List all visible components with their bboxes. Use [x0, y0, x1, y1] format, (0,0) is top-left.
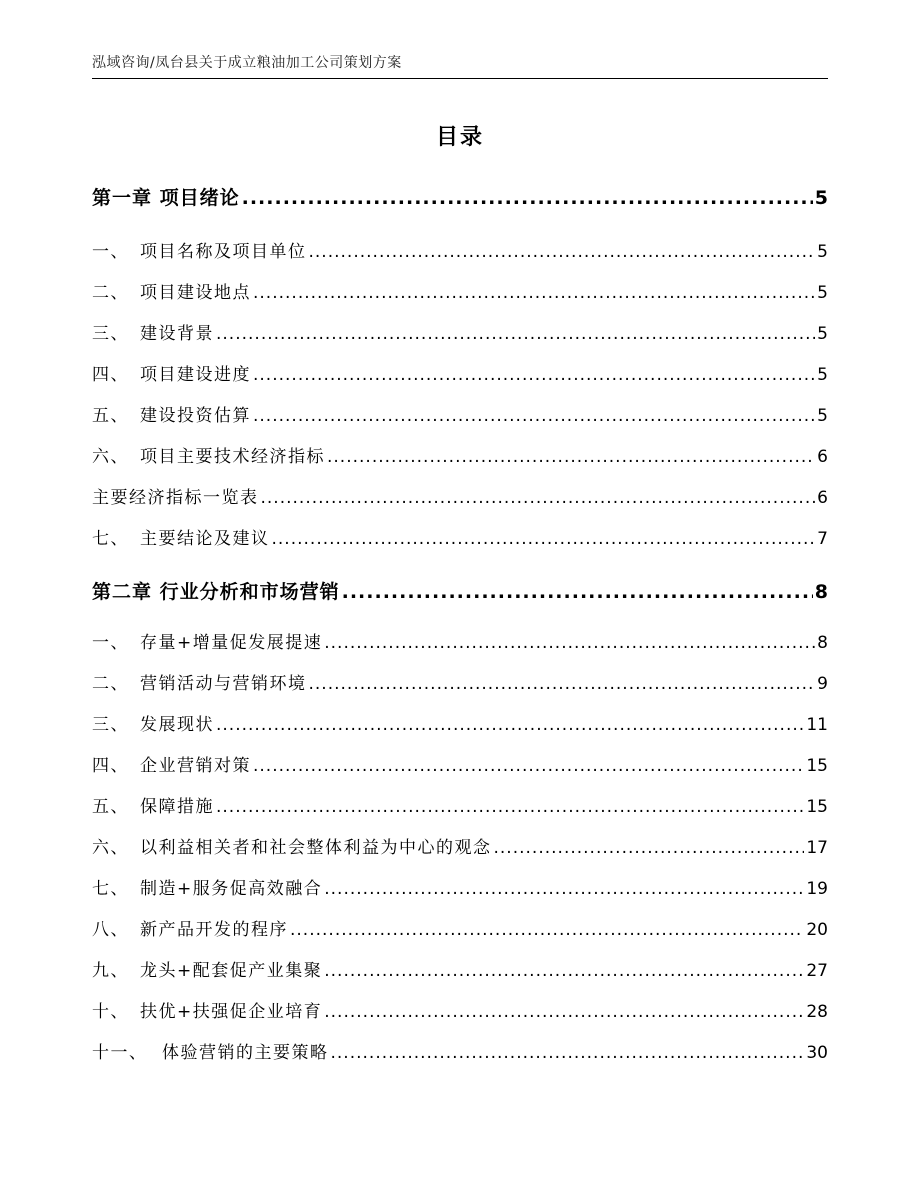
- toc-page-number: 17: [806, 838, 828, 858]
- toc-entry-text: 项目建设进度: [140, 365, 251, 385]
- toc-entry-number: 四、: [92, 365, 129, 385]
- toc-dot-leader: [324, 633, 815, 653]
- toc-page-number: 27: [806, 961, 828, 981]
- toc-entry-text: 体验营销的主要策略: [162, 1043, 329, 1063]
- toc-entry-number: 五、: [92, 406, 129, 426]
- toc-dot-leader: [290, 920, 804, 940]
- toc-entry-label: [92, 237, 307, 262]
- toc-dot-leader: [494, 838, 805, 858]
- toc-entry-label: [92, 874, 322, 899]
- toc-entry-label: [92, 360, 251, 385]
- toc-section-entry[interactable]: [92, 442, 828, 467]
- toc-section-entry[interactable]: [92, 237, 828, 262]
- toc-entry-text: 保障措施: [140, 797, 214, 817]
- toc-section-entry[interactable]: [92, 669, 828, 694]
- toc-entry-text: 扶优+扶强促企业培育: [140, 1002, 323, 1022]
- toc-entry-text: 新产品开发的程序: [140, 920, 288, 940]
- toc-dot-leader: [342, 581, 813, 603]
- toc-section-entry[interactable]: [92, 483, 828, 508]
- toc-page-number: 5: [817, 365, 828, 385]
- toc-entry-label: [92, 577, 340, 604]
- toc-page-number: 15: [806, 756, 828, 776]
- toc-entry-number: 五、: [92, 797, 129, 817]
- toc-dot-leader: [324, 879, 804, 899]
- toc-entry-label: [92, 1038, 329, 1063]
- toc-entry-label: [92, 833, 492, 858]
- toc-dot-leader: [331, 1043, 805, 1063]
- toc-page-number: 8: [817, 633, 828, 653]
- toc-entry-label: [92, 524, 270, 549]
- toc-entry-text: 项目主要技术经济指标: [140, 447, 325, 467]
- toc-entry-label: [92, 997, 322, 1022]
- toc-section-entry[interactable]: [92, 319, 828, 344]
- toc-page-number: 5: [817, 242, 828, 262]
- toc-entry-number: 一、: [92, 242, 129, 262]
- toc-section-entry[interactable]: [92, 360, 828, 385]
- toc-entry-text: 以利益相关者和社会整体利益为中心的观念: [140, 838, 492, 858]
- toc-page-number: 19: [806, 879, 828, 899]
- toc-entry-label: [92, 956, 322, 981]
- toc-dot-leader: [216, 324, 815, 344]
- toc-entry-number: 八、: [92, 920, 129, 940]
- toc-dot-leader: [327, 447, 815, 467]
- toc-dot-leader: [216, 797, 804, 817]
- toc-dot-leader: [324, 1002, 804, 1022]
- toc-entry-number: 十一、: [92, 1043, 148, 1063]
- toc-chapter-entry[interactable]: [92, 183, 828, 210]
- toc-entry-label: [92, 483, 259, 508]
- toc-dot-leader: [253, 756, 804, 776]
- toc-dot-leader: [309, 674, 816, 694]
- toc-entry-label: [92, 710, 214, 735]
- toc-entry-number: 十、: [92, 1002, 129, 1022]
- toc-entry-text: 营销活动与营销环境: [140, 674, 307, 694]
- toc-entry-text: 主要经济指标一览表: [92, 488, 259, 508]
- toc-entry-number: 三、: [92, 324, 129, 344]
- toc-entry-number: 九、: [92, 961, 129, 981]
- toc-entry-label: [92, 401, 251, 426]
- toc-page-number: 5: [814, 187, 828, 209]
- toc-entry-number: 三、: [92, 715, 129, 735]
- toc-page-number: 5: [817, 324, 828, 344]
- toc-entry-text: 龙头+配套促产业集聚: [140, 961, 323, 981]
- toc-dot-leader: [253, 365, 815, 385]
- toc-title: 目录: [435, 125, 484, 150]
- toc-section-entry[interactable]: [92, 874, 828, 899]
- toc-entry-text: 企业营销对策: [140, 756, 251, 776]
- toc-section-entry[interactable]: [92, 628, 828, 653]
- toc-dot-leader: [272, 529, 816, 549]
- toc-entry-number: 四、: [92, 756, 129, 776]
- toc-section-entry[interactable]: [92, 401, 828, 426]
- toc-page-number: 15: [806, 797, 828, 817]
- toc-entry-number: 六、: [92, 838, 129, 858]
- toc-dot-leader: [261, 488, 816, 508]
- toc-dot-leader: [253, 406, 815, 426]
- toc-section-entry[interactable]: [92, 524, 828, 549]
- toc-section-entry[interactable]: [92, 710, 828, 735]
- toc-entry-label: [92, 915, 288, 940]
- toc-page-number: 8: [814, 581, 828, 603]
- toc-section-entry[interactable]: [92, 792, 828, 817]
- toc-entry-label: [92, 751, 251, 776]
- toc-entry-label: [92, 669, 307, 694]
- toc-page-number: 20: [806, 920, 828, 940]
- toc-page-number: 5: [817, 406, 828, 426]
- toc-entry-label: [92, 278, 251, 303]
- toc-page-number: 6: [817, 447, 828, 467]
- toc-entry-text: 建设背景: [140, 324, 214, 344]
- toc-section-entry[interactable]: [92, 1038, 828, 1063]
- toc-page-number: 7: [817, 529, 828, 549]
- toc-section-entry[interactable]: [92, 915, 828, 940]
- toc-section-entry[interactable]: [92, 751, 828, 776]
- toc-page-number: 30: [806, 1043, 828, 1063]
- toc-entry-text: 项目建设地点: [140, 283, 251, 303]
- toc-chapter-entry[interactable]: [92, 577, 828, 604]
- toc-entry-number: 二、: [92, 674, 129, 694]
- toc-entry-number: 七、: [92, 529, 129, 549]
- toc-dot-leader: [309, 242, 816, 262]
- toc-page-number: 5: [817, 283, 828, 303]
- toc-entry-number: 六、: [92, 447, 129, 467]
- toc-entry-text: 制造+服务促高效融合: [140, 879, 323, 899]
- toc-page-number: 11: [806, 715, 828, 735]
- toc-dot-leader: [216, 715, 804, 735]
- toc-entry-number: 二、: [92, 283, 129, 303]
- toc-section-entry[interactable]: [92, 278, 828, 303]
- toc-entry-text: 存量+增量促发展提速: [140, 633, 323, 653]
- toc-dot-leader: [253, 283, 815, 303]
- toc-entry-label: [92, 183, 240, 210]
- toc-entry-label: [92, 319, 214, 344]
- toc-entry-text: 主要结论及建议: [140, 529, 270, 549]
- toc-page-number: 6: [817, 488, 828, 508]
- running-header: 泓域咨询/凤台县关于成立粮油加工公司策划方案: [92, 55, 402, 71]
- toc-entry-text: 项目名称及项目单位: [140, 242, 307, 262]
- toc-section-entry[interactable]: [92, 997, 828, 1022]
- toc-entry-number: 七、: [92, 879, 129, 899]
- toc-dot-leader: [242, 187, 813, 209]
- header-rule: [92, 78, 828, 79]
- toc-entry-text: 第一章 项目绪论: [92, 187, 240, 209]
- toc-dot-leader: [324, 961, 804, 981]
- toc-entry-number: 一、: [92, 633, 129, 653]
- toc-entry-text: 第二章 行业分析和市场营销: [92, 581, 340, 603]
- toc-entry-label: [92, 628, 322, 653]
- toc-entry-label: [92, 442, 325, 467]
- toc-entry-text: 发展现状: [140, 715, 214, 735]
- toc-page-number: 9: [817, 674, 828, 694]
- toc-section-entry[interactable]: [92, 956, 828, 981]
- toc-section-entry[interactable]: [92, 833, 828, 858]
- toc-entry-text: 建设投资估算: [140, 406, 251, 426]
- toc-page-number: 28: [806, 1002, 828, 1022]
- toc-entry-label: [92, 792, 214, 817]
